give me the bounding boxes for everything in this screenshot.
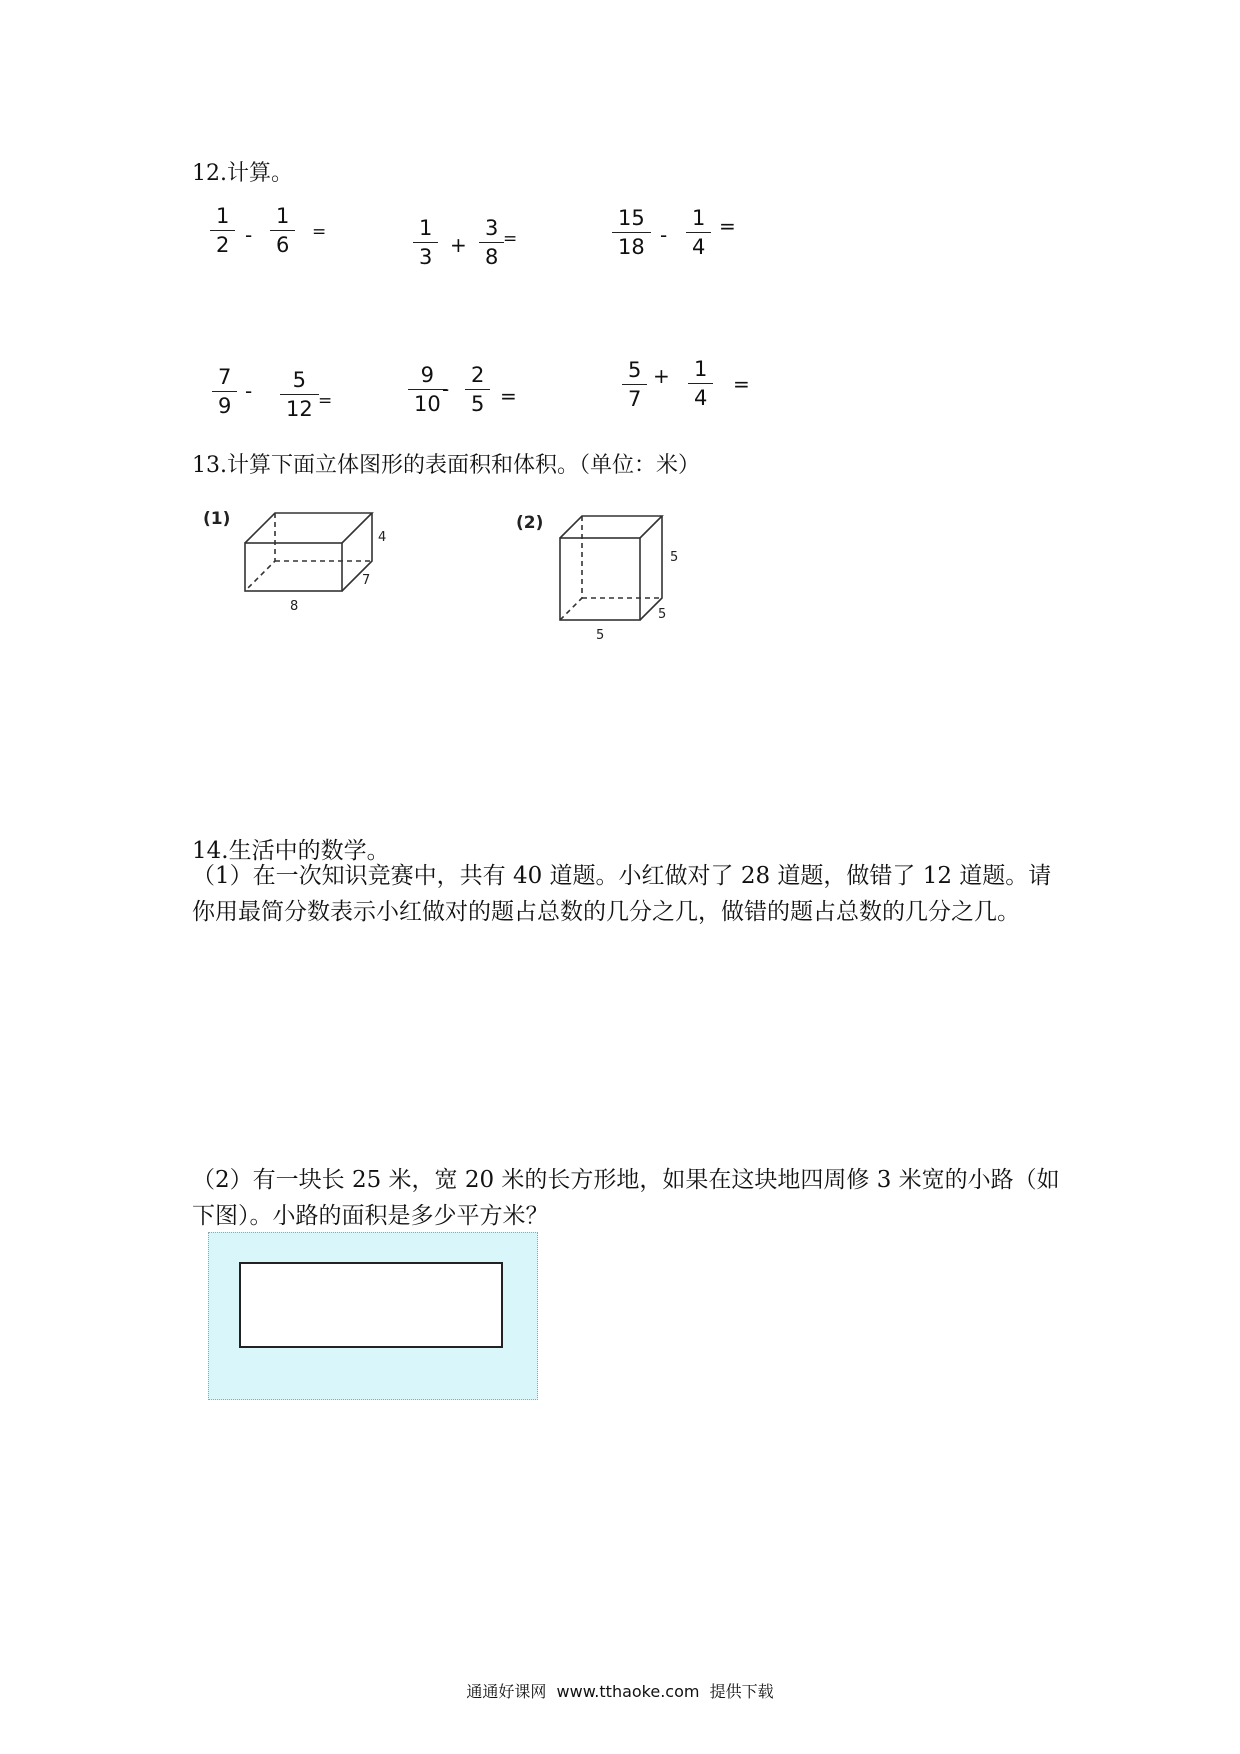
fraction: 5 7 <box>622 358 647 411</box>
cube-side-edges <box>640 516 662 620</box>
operator: - <box>245 379 253 403</box>
cube-front-face <box>560 538 640 620</box>
q14-title: 14.生活中的数学。 <box>192 838 390 864</box>
equals: = <box>719 214 736 238</box>
figure-label: (2) <box>516 513 544 533</box>
path-area <box>208 1232 538 1400</box>
q14-part1: （1）在一次知识竞赛中，共有 40 道题。小红做对了 28 道题，做错了 12 道题。请你用最简分数表示小红做对的题占总数的几分之几，做错的题占总数的几分之几。 <box>192 863 1052 925</box>
height-label: 4 <box>378 530 387 545</box>
fraction: 15 18 <box>612 206 651 259</box>
equals: = <box>312 222 327 242</box>
fraction: 1 3 <box>413 216 438 269</box>
cuboid-front-face <box>245 543 342 591</box>
operator: - <box>442 377 450 401</box>
fraction: 1 4 <box>688 357 713 410</box>
operator: - <box>245 223 253 247</box>
operator: + <box>653 364 670 388</box>
width-label: 7 <box>362 573 371 588</box>
fraction: 5 12 <box>280 368 319 421</box>
cuboid-hidden-edges <box>245 513 275 591</box>
cube-figure <box>510 505 710 655</box>
fraction: 7 9 <box>212 365 237 418</box>
fraction: 1 6 <box>270 204 295 257</box>
cube-top-face <box>560 516 662 538</box>
equals: = <box>500 384 517 408</box>
fraction: 1 2 <box>210 204 235 257</box>
figure-label: (1) <box>203 509 231 529</box>
length-label: 8 <box>290 599 299 614</box>
operator: - <box>660 223 668 247</box>
edge-label: 5 <box>658 607 667 622</box>
cuboid-figure <box>195 500 435 620</box>
q14-part2: （2）有一块长 25 米，宽 20 米的长方形地，如果在这块地四周修 3 米宽的小路（如下图）。小路的面积是多少平方米？ <box>192 1167 1060 1229</box>
equals: = <box>318 391 333 411</box>
operator: + <box>450 233 467 257</box>
fraction: 9 10 <box>408 363 447 416</box>
footer-text: 通通好课网 www.tthaoke.com 提供下载 <box>466 1682 774 1701</box>
fraction: 3 8 <box>479 216 504 269</box>
q13-title: 13.计算下面立体图形的表面积和体积。（单位：米） <box>192 453 700 478</box>
edge-label: 5 <box>670 550 679 565</box>
q12-title: 12.计算。 <box>192 161 293 186</box>
field-rectangle <box>239 1262 503 1348</box>
cuboid-top-face <box>245 513 372 543</box>
fraction: 2 5 <box>465 363 490 416</box>
cube-hidden-edges <box>560 516 582 620</box>
equals: = <box>733 372 750 396</box>
edge-label: 5 <box>596 628 605 643</box>
equals: = <box>503 229 518 249</box>
fraction: 1 4 <box>686 206 711 259</box>
